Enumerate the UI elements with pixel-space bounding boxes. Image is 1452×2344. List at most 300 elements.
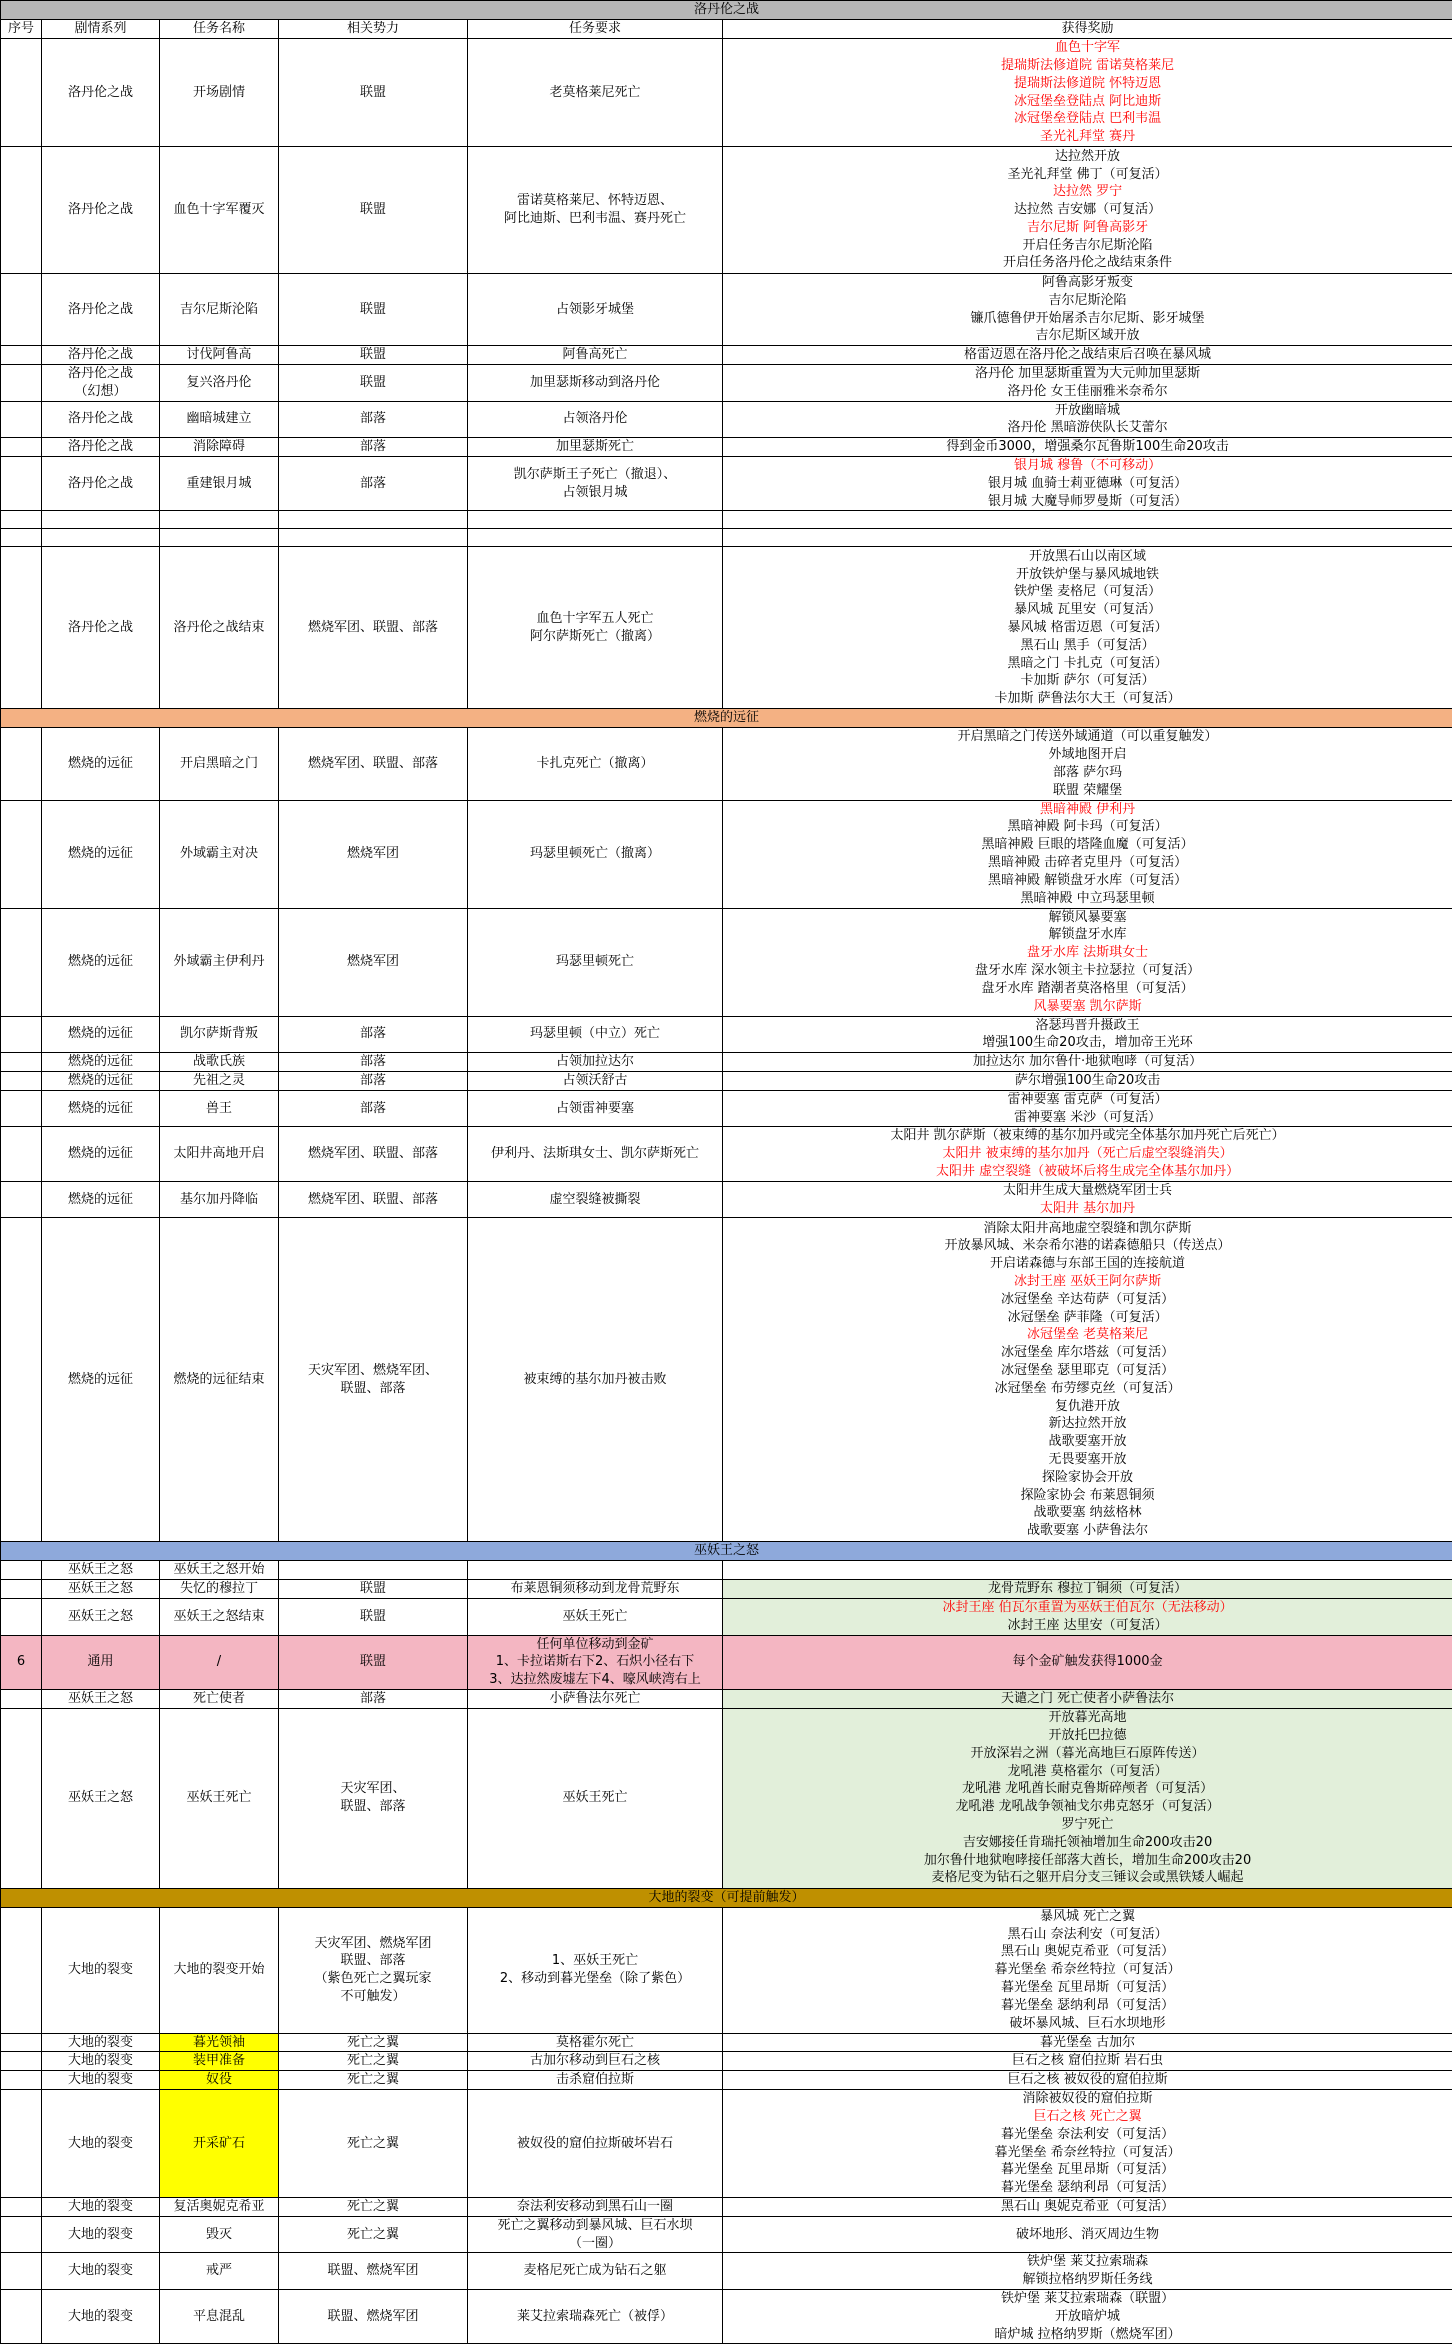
empty-cell	[723, 511, 1452, 529]
series-cell	[42, 800, 160, 908]
table-row	[1, 2071, 1452, 2090]
reward-cell	[723, 401, 1452, 438]
reward-line: 卡加斯 萨尔（可复活）	[725, 672, 1450, 690]
series-cell-line: 洛丹伦之战	[44, 201, 157, 219]
requirement-cell-line: 1、巫妖王死亡	[470, 1952, 720, 1970]
reward-cell	[723, 1561, 1452, 1580]
quest-name-cell-line: 燃烧的远征结束	[162, 1371, 276, 1389]
series-cell-line: 燃烧的远征	[44, 845, 157, 863]
quest-name-cell-line: 外域霸主伊利丹	[162, 953, 276, 971]
row-number	[1, 1218, 42, 1542]
reward-line: 暴风城 格雷迈恩（可复活）	[725, 619, 1450, 637]
series-cell	[42, 1580, 160, 1599]
reward-line: 罗宁死亡	[725, 1816, 1450, 1834]
series-cell-line: 燃烧的远征	[44, 1191, 157, 1209]
faction-cell	[279, 147, 468, 274]
quest-name-cell	[160, 2052, 279, 2071]
table-row	[1, 908, 1452, 1016]
reward-line: 暮光堡垒 瓦里昂斯（可复活）	[725, 1979, 1450, 1997]
faction-cell	[279, 1907, 468, 2033]
reward-line: 盘牙水库 踏潮者莫洛格里（可复活）	[725, 980, 1450, 998]
faction-cell-line: 部落	[281, 1690, 465, 1708]
requirement-cell-line: 布莱恩铜须移动到龙骨荒野东	[470, 1580, 720, 1598]
quest-name-cell	[160, 1071, 279, 1090]
reward-line: 冰封王座 达里安（可复活）	[725, 1617, 1450, 1635]
reward-line: 黑暗神殿 伊利丹	[725, 801, 1450, 819]
series-cell	[42, 1689, 160, 1708]
quest-name-cell-line: 兽王	[162, 1100, 276, 1118]
row-number	[1, 2290, 42, 2344]
faction-cell	[279, 2052, 468, 2071]
quest-name-cell-line: 奴役	[162, 2071, 276, 2089]
requirement-cell-line: 占领影牙城堡	[470, 301, 720, 319]
faction-cell	[279, 1127, 468, 1181]
empty-cell	[279, 529, 468, 547]
quest-name-cell	[160, 2090, 279, 2198]
reward-line: 洛瑟玛晋升摄政王	[725, 1017, 1450, 1035]
faction-cell	[279, 401, 468, 438]
faction-cell-line: 部落	[281, 1072, 465, 1090]
table-row	[1, 1689, 1452, 1708]
reward-line: 解锁盘牙水库	[725, 926, 1450, 944]
quest-name-cell	[160, 1561, 279, 1580]
requirement-cell-line: 卡扎克死亡（撤离）	[470, 755, 720, 773]
faction-cell-line: 联盟	[281, 1653, 465, 1671]
quest-name-cell-line: 吉尔尼斯沦陷	[162, 301, 276, 319]
reward-line: 黑暗神殿 解锁盘牙水库（可复活）	[725, 872, 1450, 890]
reward-line: 洛丹伦 加里瑟斯重置为大元帅加里瑟斯	[725, 365, 1450, 383]
reward-line: 巨石之核 窟伯拉斯 岩石虫	[725, 2052, 1450, 2070]
faction-cell-line: 死亡之翼	[281, 2034, 465, 2052]
reward-line: 暴风城 死亡之翼	[725, 1908, 1450, 1926]
reward-line: 洛丹伦 黑暗游侠队长艾蕾尔	[725, 419, 1450, 437]
reward-line: 冰冠堡垒 布劳缪克丝（可复活）	[725, 1380, 1450, 1398]
requirement-cell	[468, 1218, 723, 1542]
requirement-cell	[468, 2033, 723, 2052]
quest-name-cell	[160, 274, 279, 346]
empty-cell	[160, 529, 279, 547]
table-row	[1, 2216, 1452, 2253]
section-title: 巫妖王之怒	[1, 1542, 1452, 1561]
table-row	[1, 274, 1452, 346]
quest-name-cell-line: 失忆的穆拉丁	[162, 1580, 276, 1598]
series-cell-line: 大地的裂变	[44, 2226, 157, 2244]
quest-name-cell	[160, 547, 279, 709]
series-cell	[42, 2052, 160, 2071]
faction-cell	[279, 346, 468, 365]
faction-cell-line: 燃烧军团、联盟、部落	[281, 1145, 465, 1163]
series-cell	[42, 1053, 160, 1072]
quest-name-cell	[160, 2071, 279, 2090]
requirement-cell-line: 阿尔萨斯死亡（撤离）	[470, 628, 720, 646]
reward-line: 探险家协会开放	[725, 1469, 1450, 1487]
row-number	[1, 1016, 42, 1053]
series-cell-line: 巫妖王之怒	[44, 1580, 157, 1598]
reward-line: 开放深岩之洲（暮光高地巨石原阵传送）	[725, 1745, 1450, 1763]
requirement-cell-line: 奈法利安移动到黑石山一圈	[470, 2198, 720, 2216]
reward-line: 盘牙水库 法斯琪女士	[725, 944, 1450, 962]
series-cell	[42, 39, 160, 147]
quest-name-cell	[160, 1598, 279, 1635]
requirement-cell	[468, 2198, 723, 2217]
table-row	[1, 1090, 1452, 1127]
reward-line: 太阳井 凯尔萨斯（被束缚的基尔加丹或完全体基尔加丹死亡后死亡）	[725, 1127, 1450, 1145]
reward-line: 冰冠堡垒 萨菲隆（可复活）	[725, 1309, 1450, 1327]
table-row	[1, 1907, 1452, 2033]
column-header: 任务要求	[468, 20, 723, 39]
row-number	[1, 274, 42, 346]
faction-cell	[279, 1181, 468, 1218]
section-header	[1, 709, 1452, 728]
reward-line: 萨尔增强100生命20攻击	[725, 1072, 1450, 1090]
table-row	[1, 1635, 1452, 1689]
reward-cell	[723, 728, 1452, 800]
requirement-cell-line: 虚空裂缝被撕裂	[470, 1191, 720, 1209]
table-row	[1, 2090, 1452, 2198]
faction-cell	[279, 800, 468, 908]
reward-line: 黑石山 奥妮克希亚（可复活）	[725, 2198, 1450, 2216]
faction-cell	[279, 1689, 468, 1708]
requirement-cell	[468, 1071, 723, 1090]
quest-name-cell	[160, 2033, 279, 2052]
table-row	[1, 1598, 1452, 1635]
quest-name-cell	[160, 1635, 279, 1689]
quest-name-cell	[160, 364, 279, 401]
reward-line: 黑石山 黑手（可复活）	[725, 637, 1450, 655]
reward-line: 格雷迈恩在洛丹伦之战结束后召唤在暴风城	[725, 346, 1450, 364]
quest-name-cell	[160, 39, 279, 147]
quest-name-cell	[160, 1218, 279, 1542]
faction-cell-line: 联盟	[281, 346, 465, 364]
series-cell-line: 洛丹伦之战	[44, 84, 157, 102]
table-row	[1, 1053, 1452, 1072]
series-cell	[42, 728, 160, 800]
reward-cell	[723, 2290, 1452, 2344]
empty-cell	[468, 529, 723, 547]
reward-cell	[723, 1907, 1452, 2033]
series-cell-line: 大地的裂变	[44, 2034, 157, 2052]
requirement-cell-line: 古加尔移动到巨石之核	[470, 2052, 720, 2070]
requirement-cell-line: 玛瑟里顿死亡（撤离）	[470, 845, 720, 863]
series-cell	[42, 1071, 160, 1090]
table-row	[1, 728, 1452, 800]
requirement-cell	[468, 39, 723, 147]
requirement-cell-line: 占领银月城	[470, 484, 720, 502]
series-cell	[42, 1181, 160, 1218]
reward-line: 达拉然 吉安娜（可复活）	[725, 201, 1450, 219]
reward-cell	[723, 1090, 1452, 1127]
requirement-cell-line: 阿鲁高死亡	[470, 346, 720, 364]
faction-cell-line: 联盟	[281, 1608, 465, 1626]
faction-cell-line: 燃烧军团	[281, 953, 465, 971]
quest-name-cell-line: 基尔加丹降临	[162, 1191, 276, 1209]
quest-name-cell-line: 巫妖王之怒结束	[162, 1608, 276, 1626]
requirement-cell-line: 2、移动到暮光堡垒（除了紫色）	[470, 1970, 720, 1988]
faction-cell-line: 天灾军团、	[281, 1780, 465, 1798]
series-cell-line: 燃烧的远征	[44, 755, 157, 773]
reward-cell	[723, 908, 1452, 1016]
column-header: 获得奖励	[723, 20, 1452, 39]
series-cell-line: 燃烧的远征	[44, 1145, 157, 1163]
requirement-cell	[468, 1053, 723, 1072]
reward-line: 太阳井 被束缚的基尔加丹（死亡后虚空裂缝消失）	[725, 1145, 1450, 1163]
faction-cell-line: 联盟	[281, 374, 465, 392]
faction-cell	[279, 1090, 468, 1127]
requirement-cell-line: 阿比迪斯、巴利韦温、赛丹死亡	[470, 210, 720, 228]
quest-name-cell	[160, 456, 279, 510]
reward-line: 提瑞斯法修道院 怀特迈恩	[725, 75, 1450, 93]
quest-name-cell-line: 太阳井高地开启	[162, 1145, 276, 1163]
requirement-cell-line: 3、达拉然废墟左下4、嚎风峡湾右上	[470, 1671, 720, 1689]
reward-line: 暮光堡垒 奈法利安（可复活）	[725, 2126, 1450, 2144]
table-row	[1, 2052, 1452, 2071]
faction-cell-line: 联盟、部落	[281, 1798, 465, 1816]
row-number	[1, 1181, 42, 1218]
requirement-cell-line: 被奴役的窟伯拉斯破坏岩石	[470, 2135, 720, 2153]
series-cell	[42, 1708, 160, 1888]
reward-line: 银月城 穆鲁（不可移动）	[725, 457, 1450, 475]
row-number	[1, 1090, 42, 1127]
faction-cell	[279, 39, 468, 147]
requirement-cell	[468, 1561, 723, 1580]
reward-line: 战歌要塞 小萨鲁法尔	[725, 1522, 1450, 1540]
reward-line: 冰冠堡垒 老莫格莱尼	[725, 1326, 1450, 1344]
reward-cell	[723, 1708, 1452, 1888]
faction-cell-line: （紫色死亡之翼玩家	[281, 1970, 465, 1988]
reward-line: 冰冠堡垒登陆点 阿比迪斯	[725, 93, 1450, 111]
row-number	[1, 2216, 42, 2253]
quest-name-cell-line: 复兴洛丹伦	[162, 374, 276, 392]
reward-cell	[723, 2071, 1452, 2090]
series-cell	[42, 2253, 160, 2290]
requirement-cell-line: 莱艾拉索瑞森死亡（被俘）	[470, 2308, 720, 2326]
requirement-cell	[468, 547, 723, 709]
faction-cell-line: 死亡之翼	[281, 2135, 465, 2153]
row-number	[1, 456, 42, 510]
requirement-cell-line: 占领洛丹伦	[470, 410, 720, 428]
reward-line: 暗炉城 拉格纳罗斯（燃烧军团）	[725, 2326, 1450, 2344]
quest-name-cell	[160, 908, 279, 1016]
reward-line: 开放暮光高地	[725, 1709, 1450, 1727]
requirement-cell	[468, 1907, 723, 2033]
faction-cell-line: 部落	[281, 410, 465, 428]
row-number	[1, 401, 42, 438]
quest-name-cell-line: 开采矿石	[162, 2135, 276, 2153]
reward-cell	[723, 1053, 1452, 1072]
table-row	[1, 364, 1452, 401]
requirement-cell	[468, 346, 723, 365]
reward-line: 开启任务吉尔尼斯沦陷	[725, 237, 1450, 255]
reward-cell	[723, 456, 1452, 510]
series-cell	[42, 1090, 160, 1127]
quest-name-cell-line: 幽暗城建立	[162, 410, 276, 428]
row-number	[1, 800, 42, 908]
series-cell	[42, 1598, 160, 1635]
requirement-cell	[468, 1127, 723, 1181]
empty-cell	[42, 511, 160, 529]
requirement-cell	[468, 1580, 723, 1599]
requirement-cell	[468, 1708, 723, 1888]
quest-table-body	[1, 1, 1452, 2344]
quest-name-cell-line: 血色十字军覆灭	[162, 201, 276, 219]
reward-line: 铁炉堡 麦格尼（可复活）	[725, 583, 1450, 601]
column-header: 序号	[1, 20, 42, 39]
faction-cell	[279, 2090, 468, 2198]
empty-cell	[468, 511, 723, 529]
reward-line: 太阳井 基尔加丹	[725, 1200, 1450, 1218]
reward-line: 得到金币3000，增强桑尔瓦鲁斯100生命20攻击	[725, 438, 1450, 456]
quest-name-cell-line: 外域霸主对决	[162, 845, 276, 863]
requirement-cell	[468, 1635, 723, 1689]
row-number	[1, 1708, 42, 1888]
quest-name-cell	[160, 2290, 279, 2344]
row-number	[1, 1907, 42, 2033]
row-number	[1, 1689, 42, 1708]
faction-cell	[279, 1071, 468, 1090]
reward-line: 圣光礼拜堂 佛丁（可复活）	[725, 166, 1450, 184]
reward-line: 天谴之门 死亡使者小萨鲁法尔	[725, 1690, 1450, 1708]
table-row	[1, 438, 1452, 457]
reward-line: 银月城 大魔导师罗曼斯（可复活）	[725, 493, 1450, 511]
table-row	[1, 401, 1452, 438]
series-cell	[42, 2071, 160, 2090]
row-number	[1, 2052, 42, 2071]
reward-line: 冰冠堡垒 瑟里耶克（可复活）	[725, 1362, 1450, 1380]
row-number	[1, 39, 42, 147]
requirement-cell-line: 加里瑟斯死亡	[470, 438, 720, 456]
reward-cell	[723, 547, 1452, 709]
row-number	[1, 438, 42, 457]
reward-line: 开放幽暗城	[725, 402, 1450, 420]
requirement-cell-line: 巫妖王死亡	[470, 1789, 720, 1807]
quest-name-cell-line: 消除障碍	[162, 438, 276, 456]
requirement-cell-line: 死亡之翼移动到暴风城、巨石水坝	[470, 2217, 720, 2235]
reward-line: 黑暗神殿 巨眼的塔隆血魔（可复活）	[725, 836, 1450, 854]
table-row	[1, 456, 1452, 510]
requirement-cell-line: 加里瑟斯移动到洛丹伦	[470, 374, 720, 392]
reward-line: 新达拉然开放	[725, 1415, 1450, 1433]
reward-cell	[723, 1071, 1452, 1090]
row-number	[1, 2090, 42, 2198]
faction-cell-line: 联盟	[281, 1580, 465, 1598]
faction-cell-line: 部落	[281, 1025, 465, 1043]
series-cell-line: 洛丹伦之战	[44, 346, 157, 364]
row-number	[1, 908, 42, 1016]
reward-line: 卡加斯 萨鲁法尔大王（可复活）	[725, 690, 1450, 708]
series-cell-line: 洛丹伦之战	[44, 301, 157, 319]
empty-cell	[160, 511, 279, 529]
faction-cell	[279, 1708, 468, 1888]
series-cell-line: 大地的裂变	[44, 2198, 157, 2216]
reward-line: 暴风城 瓦里安（可复活）	[725, 601, 1450, 619]
row-number	[1, 1598, 42, 1635]
reward-line: 暮光堡垒 古加尔	[725, 2034, 1450, 2052]
table-row	[1, 1561, 1452, 1580]
reward-line: 龙吼港 龙吼战争领袖戈尔弗克怒牙（可复活）	[725, 1798, 1450, 1816]
series-cell-line: （幻想）	[44, 383, 157, 401]
series-cell-line: 燃烧的远征	[44, 1371, 157, 1389]
faction-cell-line: 死亡之翼	[281, 2226, 465, 2244]
reward-line: 黑暗神殿 阿卡玛（可复活）	[725, 818, 1450, 836]
section-header	[1, 1888, 1452, 1907]
reward-cell	[723, 1598, 1452, 1635]
faction-cell	[279, 1598, 468, 1635]
reward-line: 阿鲁高影牙叛变	[725, 274, 1450, 292]
reward-cell	[723, 1689, 1452, 1708]
faction-cell-line: 部落	[281, 438, 465, 456]
series-cell-line: 洛丹伦之战	[44, 365, 157, 383]
quest-name-cell-line: 大地的裂变开始	[162, 1961, 276, 1979]
series-cell	[42, 364, 160, 401]
reward-line: 每个金矿触发获得1000金	[725, 1653, 1450, 1671]
reward-line: 暮光堡垒 瓦里昂斯（可复活）	[725, 2161, 1450, 2179]
row-number	[1, 1053, 42, 1072]
table-row	[1, 529, 1452, 547]
faction-cell	[279, 438, 468, 457]
quest-name-cell	[160, 147, 279, 274]
requirement-cell-line: 占领沃舒古	[470, 1072, 720, 1090]
table-row	[1, 547, 1452, 709]
reward-line: 破坏地形、消灭周边生物	[725, 2226, 1450, 2244]
requirement-cell-line: 占领雷神要塞	[470, 1100, 720, 1118]
row-number	[1, 1127, 42, 1181]
series-cell-line: 巫妖王之怒	[44, 1789, 157, 1807]
column-header-row	[1, 20, 1452, 39]
requirement-cell	[468, 2253, 723, 2290]
series-cell-line: 洛丹伦之战	[44, 438, 157, 456]
requirement-cell-line: 伊利丹、法斯琪女士、凯尔萨斯死亡	[470, 1145, 720, 1163]
table-row	[1, 2033, 1452, 2052]
reward-line: 部落 萨尔玛	[725, 764, 1450, 782]
reward-line: 巨石之核 被奴役的窟伯拉斯	[725, 2071, 1450, 2089]
table-row	[1, 1181, 1452, 1218]
faction-cell	[279, 728, 468, 800]
faction-cell-line: 燃烧军团、联盟、部落	[281, 619, 465, 637]
series-cell	[42, 456, 160, 510]
series-cell-line: 燃烧的远征	[44, 1053, 157, 1071]
quest-name-cell	[160, 438, 279, 457]
reward-line: 银月城 血骑士莉亚德琳（可复活）	[725, 475, 1450, 493]
section-title: 燃烧的远征	[1, 709, 1452, 728]
faction-cell	[279, 2253, 468, 2290]
series-cell	[42, 1127, 160, 1181]
table-row	[1, 1071, 1452, 1090]
faction-cell	[279, 2071, 468, 2090]
reward-line: 吉尔尼斯区域开放	[725, 327, 1450, 345]
faction-cell-line: 死亡之翼	[281, 2052, 465, 2070]
reward-line: 血色十字军	[725, 39, 1450, 57]
series-cell-line: 燃烧的远征	[44, 1025, 157, 1043]
reward-cell	[723, 1218, 1452, 1542]
reward-line: 黑暗之门 卡扎克（可复活）	[725, 655, 1450, 673]
reward-line: 暮光堡垒 瑟纳利昂（可复活）	[725, 1997, 1450, 2015]
series-cell-line: 通用	[44, 1653, 157, 1671]
series-cell-line: 洛丹伦之战	[44, 475, 157, 493]
faction-cell	[279, 1561, 468, 1580]
reward-line: 开放托巴拉德	[725, 1727, 1450, 1745]
reward-line: 消除被奴役的窟伯拉斯	[725, 2090, 1450, 2108]
requirement-cell-line: 麦格尼死亡成为钻石之躯	[470, 2262, 720, 2280]
faction-cell-line: 燃烧军团、联盟、部落	[281, 755, 465, 773]
quest-name-cell	[160, 800, 279, 908]
series-cell	[42, 547, 160, 709]
section-title: 大地的裂变（可提前触发）	[1, 1888, 1452, 1907]
row-number	[1, 2071, 42, 2090]
row-number	[1, 346, 42, 365]
series-cell	[42, 1907, 160, 2033]
series-cell	[42, 438, 160, 457]
faction-cell	[279, 274, 468, 346]
